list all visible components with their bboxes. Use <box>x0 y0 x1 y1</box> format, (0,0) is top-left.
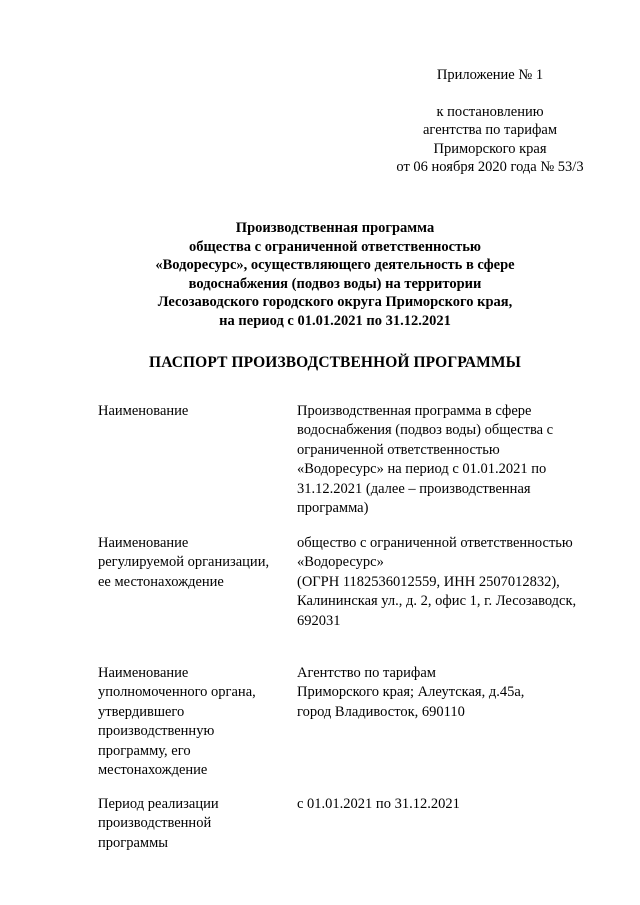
row-label-name <box>98 402 288 421</box>
title-line: водоснабжения (подвоз воды) на территории <box>188 275 482 292</box>
document-title <box>40 219 630 331</box>
label-line: производственную <box>98 723 215 740</box>
title-line: на период с 01.01.2021 по 31.12.2021 <box>219 312 451 329</box>
label-line: утвердившего <box>98 703 185 720</box>
value-line: город Владивосток, 690110 <box>297 703 465 720</box>
value-line: общество с ограниченной ответственностью <box>297 535 573 551</box>
value-line: с 01.01.2021 по 31.12.2021 <box>297 796 460 812</box>
label-line: Наименование <box>98 535 189 551</box>
row-value-period <box>297 795 607 814</box>
value-line: Приморского края; Алеутская, д.45а, <box>297 684 525 701</box>
label-line: программы <box>98 834 168 851</box>
title-line: «Водоресурс», осуществляющего деятельность в сфере <box>155 257 515 274</box>
label-line: производственной <box>98 815 212 832</box>
row-value-organization <box>297 534 607 631</box>
appendix-line: к постановлению <box>436 103 544 120</box>
title-line: общества с ограниченной ответственностью <box>189 238 481 255</box>
value-line: водоснабжения (подвоз воды) общества с <box>297 422 554 439</box>
label-line: ее местонахождение <box>98 573 224 590</box>
appendix-block <box>380 66 600 177</box>
row-label-authority <box>98 664 288 780</box>
title-line: Производственная программа <box>235 220 435 236</box>
value-line: Агентство по тарифам <box>297 665 436 681</box>
value-line: Калининская ул., д. 2, офис 1, г. Лесозаводск, <box>297 593 577 610</box>
passport-heading: ПАСПОРТ ПРОИЗВОДСТВЕННОЙ ПРОГРАММЫ <box>149 354 521 371</box>
label-line: регулируемой организации, <box>98 554 270 571</box>
row-value-name <box>297 402 607 518</box>
appendix-line: от 06 ноября 2020 года № 53/3 <box>396 159 584 175</box>
label-line: Наименование <box>98 403 189 419</box>
value-line: «Водоресурс» на период с 01.01.2021 по <box>297 461 547 478</box>
row-label-period <box>98 795 288 853</box>
value-line: 31.12.2021 (далее – производственная <box>297 480 531 497</box>
row-label-organization <box>98 534 288 592</box>
value-line: 692031 <box>297 612 341 629</box>
label-line: программу, его <box>98 742 191 759</box>
value-line: (ОГРН 1182536012559, ИНН 2507012832), <box>297 573 560 590</box>
title-line: Лесозаводского городского округа Приморского края, <box>157 294 513 311</box>
appendix-line: агентства по тарифам <box>423 122 557 138</box>
row-value-authority <box>297 664 607 722</box>
label-line: Наименование <box>98 665 189 681</box>
label-line: уполномоченного органа, <box>98 684 256 701</box>
label-line: Период реализации <box>98 796 219 812</box>
value-line: ограниченной ответственностью <box>297 441 500 458</box>
value-line: «Водоресурс» <box>297 554 384 571</box>
value-line: Производственная программа в сфере <box>297 403 532 419</box>
appendix-number: Приложение № 1 <box>436 67 544 83</box>
label-line: местонахождение <box>98 762 208 779</box>
appendix-line: Приморского края <box>433 140 547 157</box>
value-line: программа) <box>297 500 369 517</box>
